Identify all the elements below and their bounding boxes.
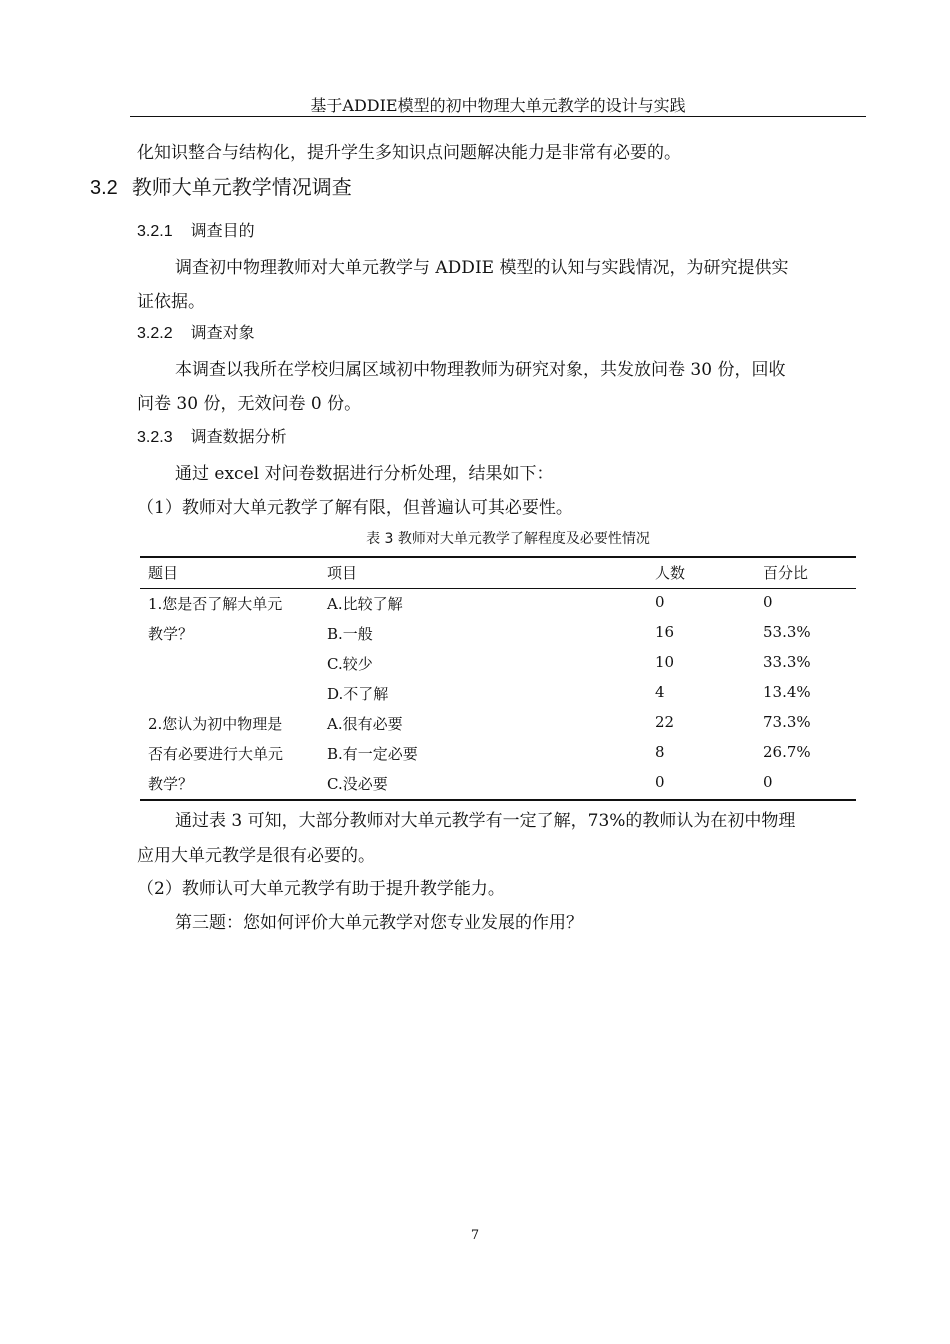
paragraph-subjects-line1: 本调查以我所在学校归属区域初中物理教师为研究对象，共发放问卷 30 份，回收 [175, 360, 786, 380]
table-cell: 8 [655, 743, 665, 761]
table-row [140, 589, 856, 619]
table-cell: C.没必要 [327, 775, 388, 793]
paragraph-purpose-line1: 调查初中物理教师对大单元教学与 ADDIE 模型的认知与实践情况，为研究提供实 [175, 258, 789, 278]
header-rule [130, 116, 866, 117]
survey-table [140, 556, 856, 801]
table-cell: 10 [655, 653, 675, 671]
table-cell: 13.4% [763, 683, 811, 701]
paragraph-conclusion-line2: 应用大单元教学是很有必要的。 [137, 846, 375, 866]
table-cell: 53.3% [763, 623, 811, 641]
subsection-heading-analysis [137, 424, 287, 447]
section-heading [90, 171, 352, 200]
subsection-title: 调查对象 [190, 323, 255, 342]
header-cell: 项目 [327, 564, 358, 582]
table-cell: 教学？ [148, 625, 194, 643]
table-cell: D.不了解 [327, 685, 389, 703]
table-cell: C.较少 [327, 655, 373, 673]
table-row [140, 649, 856, 679]
paragraph-subjects-line2: 问卷 30 份，无效问卷 0 份。 [137, 394, 362, 414]
running-header: 基于ADDIE模型的初中物理大单元教学的设计与实践 [310, 96, 686, 115]
table-cell: 73.3% [763, 713, 811, 731]
table-cell: 16 [655, 623, 675, 641]
table-cell: 0 [655, 593, 665, 611]
table-cell: 33.3% [763, 653, 811, 671]
subsection-number: 3.2.2 [137, 325, 173, 342]
subsection-heading-purpose [137, 218, 255, 241]
table-header-row [140, 558, 856, 588]
section-title: 教师大单元教学情况调查 [131, 175, 352, 199]
table-cell: A.很有必要 [327, 715, 403, 733]
table-cell: A.比较了解 [327, 595, 403, 613]
table-cell: 2.您认为初中物理是 [148, 715, 283, 733]
paragraph-purpose-line2: 证依据。 [137, 292, 205, 312]
subsection-title: 调查目的 [190, 221, 255, 240]
finding-2: （2）教师认可大单元教学有助于提升教学能力。 [137, 879, 505, 899]
table-row [140, 739, 856, 769]
table-cell: B.一般 [327, 625, 373, 643]
table-caption: 表 3 教师对大单元教学了解程度及必要性情况 [366, 531, 650, 547]
finding-1: （1）教师对大单元教学了解有限，但普遍认可其必要性。 [137, 498, 573, 518]
table-cell: 0 [763, 593, 773, 611]
question-three: 第三题：您如何评价大单元教学对您专业发展的作用？ [175, 913, 583, 933]
header-cell: 人数 [655, 564, 686, 582]
page-number: 7 [470, 1228, 480, 1243]
table-cell: 26.7% [763, 743, 811, 761]
table-row [140, 619, 856, 649]
section-number: 3.2 [90, 177, 118, 199]
subsection-number: 3.2.1 [137, 223, 173, 240]
paragraph-conclusion-line1: 通过表 3 可知，大部分教师对大单元教学有一定了解，73%的教师认为在初中物理 [175, 811, 796, 831]
paragraph-analysis: 通过 excel 对问卷数据进行分析处理，结果如下： [175, 464, 554, 484]
table-row [140, 709, 856, 739]
table-cell: 1.您是否了解大单元 [148, 595, 283, 613]
table-row [140, 769, 856, 799]
table-cell: 教学？ [148, 775, 194, 793]
subsection-heading-subjects [137, 320, 255, 343]
table-cell: B.有一定必要 [327, 745, 418, 763]
subsection-title: 调查数据分析 [190, 427, 287, 446]
header-cell: 百分比 [763, 564, 809, 582]
table-cell: 22 [655, 713, 675, 731]
subsection-number: 3.2.3 [137, 429, 173, 446]
table-cell: 0 [763, 773, 773, 791]
table-cell: 否有必要进行大单元 [148, 745, 284, 763]
header-cell: 题目 [148, 564, 179, 582]
table-row [140, 679, 856, 709]
table-cell: 0 [655, 773, 665, 791]
paragraph-continuation: 化知识整合与结构化，提升学生多知识点问题解决能力是非常有必要的。 [137, 143, 681, 163]
table-cell: 4 [655, 683, 665, 701]
table-body [140, 589, 856, 799]
table-bottom-rule [140, 799, 856, 801]
